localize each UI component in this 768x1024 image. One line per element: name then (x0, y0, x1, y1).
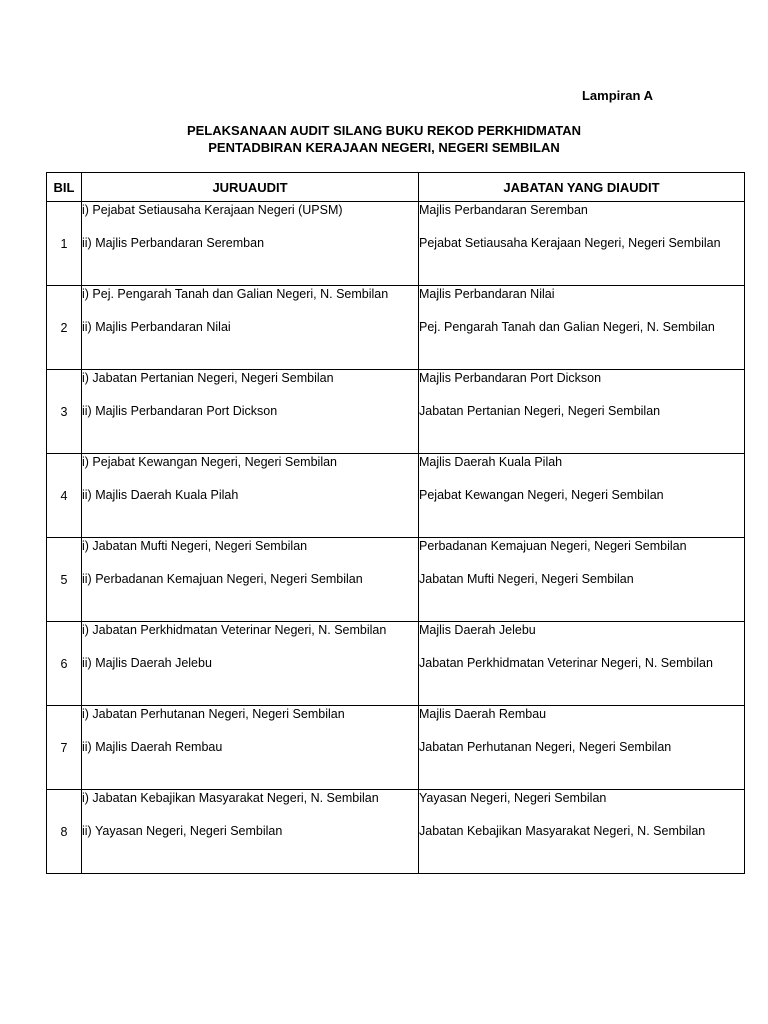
juruaudit-line-1: i) Jabatan Pertanian Negeri, Negeri Sembilan (82, 371, 334, 385)
juruaudit-cell (82, 454, 419, 538)
header-juruaudit: JURUAUDIT (82, 173, 419, 202)
jabatan-line-2: Pej. Pengarah Tanah dan Galian Negeri, N. Sembilan (419, 320, 715, 334)
row-number: 8 (47, 790, 82, 874)
table-row (47, 286, 745, 370)
juruaudit-cell (82, 202, 419, 286)
header-bil: BIL (47, 173, 82, 202)
title-line-2: PENTADBIRAN KERAJAAN NEGERI, NEGERI SEMBILAN (208, 140, 560, 155)
jabatan-line-2: Jabatan Kebajikan Masyarakat Negeri, N. Sembilan (419, 824, 706, 838)
appendix-label: Lampiran A (581, 88, 653, 103)
jabatan-line-2: Jabatan Mufti Negeri, Negeri Sembilan (419, 572, 634, 586)
table-header-row (47, 173, 745, 202)
audit-table (46, 172, 745, 874)
table-row (47, 538, 745, 622)
juruaudit-cell (82, 370, 419, 454)
juruaudit-cell (82, 286, 419, 370)
juruaudit-line-2: ii) Majlis Perbandaran Seremban (82, 236, 265, 250)
row-number: 6 (47, 622, 82, 706)
juruaudit-cell (82, 706, 419, 790)
jabatan-cell (419, 790, 745, 874)
juruaudit-line-2: ii) Yayasan Negeri, Negeri Sembilan (82, 824, 283, 838)
jabatan-line-2: Pejabat Kewangan Negeri, Negeri Sembilan (419, 488, 664, 502)
juruaudit-cell (82, 538, 419, 622)
juruaudit-line-1: i) Pej. Pengarah Tanah dan Galian Negeri, N. Sembilan (82, 287, 389, 301)
table-row (47, 202, 745, 286)
jabatan-cell (419, 538, 745, 622)
header-jabatan: JABATAN YANG DIAUDIT (419, 173, 745, 202)
table-row (47, 706, 745, 790)
jabatan-cell (419, 622, 745, 706)
juruaudit-cell (82, 790, 419, 874)
table-row (47, 622, 745, 706)
jabatan-line-1: Majlis Perbandaran Port Dickson (419, 371, 602, 385)
jabatan-cell (419, 286, 745, 370)
row-number: 5 (47, 538, 82, 622)
jabatan-line-1: Majlis Perbandaran Nilai (419, 287, 555, 301)
row-number: 1 (47, 202, 82, 286)
jabatan-line-1: Majlis Daerah Kuala Pilah (419, 455, 563, 469)
juruaudit-line-2: ii) Majlis Daerah Jelebu (82, 656, 212, 670)
jabatan-line-1: Yayasan Negeri, Negeri Sembilan (419, 791, 607, 805)
juruaudit-line-1: i) Jabatan Perkhidmatan Veterinar Negeri, N. Sembilan (82, 623, 387, 637)
jabatan-cell (419, 202, 745, 286)
title-line-1: PELAKSANAAN AUDIT SILANG BUKU REKOD PERKHIDMATAN (186, 123, 582, 138)
jabatan-cell (419, 706, 745, 790)
juruaudit-line-2: ii) Majlis Perbandaran Nilai (82, 320, 231, 334)
row-number: 4 (47, 454, 82, 538)
jabatan-line-1: Majlis Daerah Rembau (419, 707, 547, 721)
table-row (47, 454, 745, 538)
row-number: 2 (47, 286, 82, 370)
table-row (47, 370, 745, 454)
juruaudit-line-2: ii) Majlis Daerah Rembau (82, 740, 223, 754)
jabatan-line-2: Jabatan Perkhidmatan Veterinar Negeri, N. Sembilan (419, 656, 713, 670)
jabatan-cell (419, 454, 745, 538)
jabatan-line-2: Pejabat Setiausaha Kerajaan Negeri, Negeri Sembilan (419, 236, 721, 250)
juruaudit-line-1: i) Pejabat Setiausaha Kerajaan Negeri (UPSM) (82, 203, 343, 217)
jabatan-line-1: Perbadanan Kemajuan Negeri, Negeri Sembilan (419, 539, 687, 553)
juruaudit-line-2: ii) Majlis Perbandaran Port Dickson (82, 404, 278, 418)
juruaudit-line-2: ii) Majlis Daerah Kuala Pilah (82, 488, 239, 502)
juruaudit-line-1: i) Jabatan Kebajikan Masyarakat Negeri, N. Sembilan (82, 791, 379, 805)
juruaudit-line-1: i) Jabatan Mufti Negeri, Negeri Sembilan (82, 539, 308, 553)
document-title (0, 122, 768, 156)
row-number: 3 (47, 370, 82, 454)
jabatan-line-2: Jabatan Pertanian Negeri, Negeri Sembilan (419, 404, 661, 418)
jabatan-cell (419, 370, 745, 454)
juruaudit-line-2: ii) Perbadanan Kemajuan Negeri, Negeri Sembilan (82, 572, 363, 586)
juruaudit-cell (82, 622, 419, 706)
row-number: 7 (47, 706, 82, 790)
jabatan-line-1: Majlis Daerah Jelebu (419, 623, 536, 637)
jabatan-line-1: Majlis Perbandaran Seremban (419, 203, 588, 217)
juruaudit-line-1: i) Pejabat Kewangan Negeri, Negeri Sembilan (82, 455, 338, 469)
juruaudit-line-1: i) Jabatan Perhutanan Negeri, Negeri Sembilan (82, 707, 345, 721)
table-row (47, 790, 745, 874)
jabatan-line-2: Jabatan Perhutanan Negeri, Negeri Sembilan (419, 740, 672, 754)
